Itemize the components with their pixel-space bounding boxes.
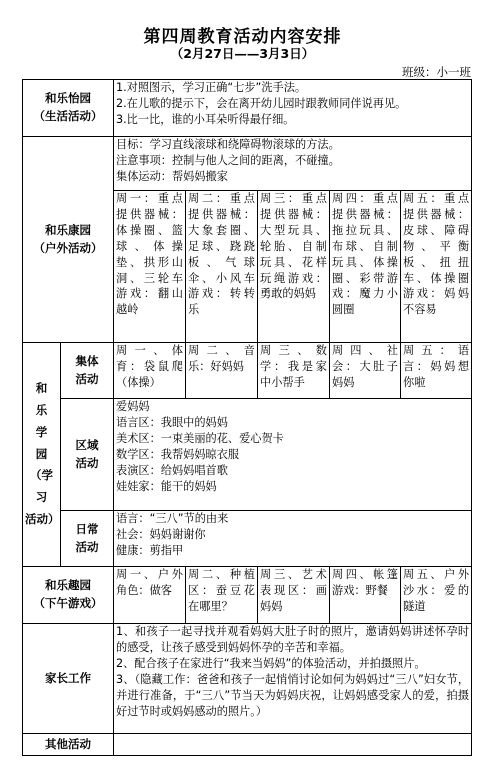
afternoon-day-fri: 周五、户外沙水：爱的隧道 bbox=[401, 567, 472, 624]
area-activity-label: 区域 活动 bbox=[61, 399, 114, 511]
row-outdoor-goals bbox=[23, 137, 472, 191]
afternoon-day-mon: 周一、户外角色：做客 bbox=[114, 567, 186, 624]
afternoon-day-wed: 周三、艺术表现区：画妈妈 bbox=[258, 567, 330, 624]
parent-header: 家长工作 bbox=[23, 624, 114, 734]
daily-item: 语言：“三八”节的由来 bbox=[116, 512, 229, 525]
row-learning-group bbox=[23, 343, 472, 399]
row-parent bbox=[23, 624, 472, 734]
parent-item: 2、配合孩子在家进行“我来当妈妈”的体验活动，并拍摄照片。 bbox=[116, 656, 426, 670]
parent-content bbox=[114, 624, 472, 734]
group-day-thu: 周四、社会：大肚子妈妈 bbox=[330, 343, 401, 399]
daily-item: 社会：妈妈谢谢你 bbox=[116, 527, 206, 541]
area-item: 表演区：给妈妈唱首歌 bbox=[116, 463, 228, 477]
life-item: 3.比一比，谁的小耳朵听得最仔细。 bbox=[116, 112, 295, 126]
group-activity-label: 集体 活动 bbox=[61, 343, 114, 399]
outdoor-day-thu: 周四：重点提供器械：拖拉玩具、布球、自制玩具、体操圈、彩带游戏：魔力小圆圈 bbox=[330, 191, 401, 343]
row-learning-area bbox=[23, 399, 472, 511]
row-afternoon bbox=[23, 567, 472, 624]
life-item: 1.对照图示，学习正确“七步”洗手法。 bbox=[116, 81, 307, 94]
life-header: 和乐怡园 （生活活动） bbox=[23, 80, 114, 137]
learning-header: 和 乐 学 园 （学 习 活动） bbox=[23, 343, 61, 567]
parent-item: 1、和孩子一起寻找并观看妈妈大肚子时的照片，邀请妈妈讲述怀孕时的感受，让孩子感受到妈妈怀孕的辛苦和幸福。 bbox=[116, 625, 470, 654]
outdoor-day-mon: 周一：重点提供器械：体操圈、篮球、体操垫、拱形山洞、三轮车游戏：翻山越岭 bbox=[114, 191, 186, 343]
area-item: 数学区：我帮妈妈晾衣服 bbox=[116, 447, 240, 461]
page-title: 第四周教育活动内容安排 bbox=[143, 27, 342, 47]
other-header: 其他活动 bbox=[23, 734, 114, 756]
area-item: 娃娃家：能干的妈妈 bbox=[116, 479, 217, 493]
parent-item: 3、（隐藏工作：爸爸和孩子一起悄悄讨论如何为妈妈过“三八”妇女节，并进行准备，于“三八”节当天为妈妈庆祝，让妈妈感受家人的爱，拍摄好过节时或妈妈感动的照片。） bbox=[116, 672, 470, 718]
area-item: 语言区：我眼中的妈妈 bbox=[116, 415, 228, 429]
other-content bbox=[114, 734, 472, 756]
class-label: 班级：小一班 bbox=[402, 65, 471, 79]
daily-activity-label: 日常 活动 bbox=[61, 511, 114, 567]
row-life bbox=[23, 80, 472, 137]
outdoor-header: 和乐康园 （户外活动） bbox=[23, 137, 114, 343]
row-other bbox=[23, 734, 472, 756]
row-learning-daily bbox=[23, 511, 472, 567]
group-day-fri: 周五：语言：妈妈想你啦 bbox=[401, 343, 472, 399]
outdoor-day-wed: 周三：重点提供器械：大型玩具、轮胎、自制玩具、花样玩绳游戏：勇敢的妈妈 bbox=[258, 191, 330, 343]
group-day-wed: 周三、数学：我是家中小帮手 bbox=[258, 343, 330, 399]
outdoor-day-fri: 周五：重点提供器械：皮球、障碍物、平衡板、扭扭车、体操圈游戏：妈妈不容易 bbox=[401, 191, 472, 343]
group-day-mon: 周一、体育：袋鼠爬（体操） bbox=[114, 343, 186, 399]
group-day-tue: 周二、音乐：好妈妈 bbox=[186, 343, 258, 399]
area-item: 美术区：一束美丽的花、爱心贺卡 bbox=[116, 431, 284, 445]
afternoon-day-tue: 周二、种植区：蚕豆花在哪里？ bbox=[186, 567, 258, 624]
daily-activity-content bbox=[114, 511, 472, 567]
life-item: 2.在儿歌的提示下，会在离开幼儿园时跟教师同伴说再见。 bbox=[116, 96, 407, 110]
outdoor-goal: 注意事项：控制与他人之间的距离，不碰撞。 bbox=[116, 153, 340, 167]
outdoor-goal: 目标：学习直线滚球和绕障碍物滚球的方法。 bbox=[116, 138, 340, 151]
life-content bbox=[114, 80, 472, 137]
outdoor-goal: 集体运动：帮妈妈搬家 bbox=[116, 169, 228, 183]
outdoor-goals bbox=[114, 137, 472, 191]
area-activity-content bbox=[114, 399, 472, 511]
date-range: （2月27日——3月3日） bbox=[170, 46, 315, 61]
area-item: 爱妈妈 bbox=[116, 400, 150, 413]
daily-item: 健康：剪指甲 bbox=[116, 543, 184, 557]
afternoon-day-thu: 周四、帐篷游戏：野餐 bbox=[330, 567, 401, 624]
afternoon-header: 和乐趣园 （下午游戏） bbox=[23, 567, 114, 624]
schedule-table bbox=[22, 79, 472, 756]
outdoor-day-tue: 周二：重点提供器械：大象套圈、足球、跷跷板、气球伞、小风车游戏：转转乐 bbox=[186, 191, 258, 343]
